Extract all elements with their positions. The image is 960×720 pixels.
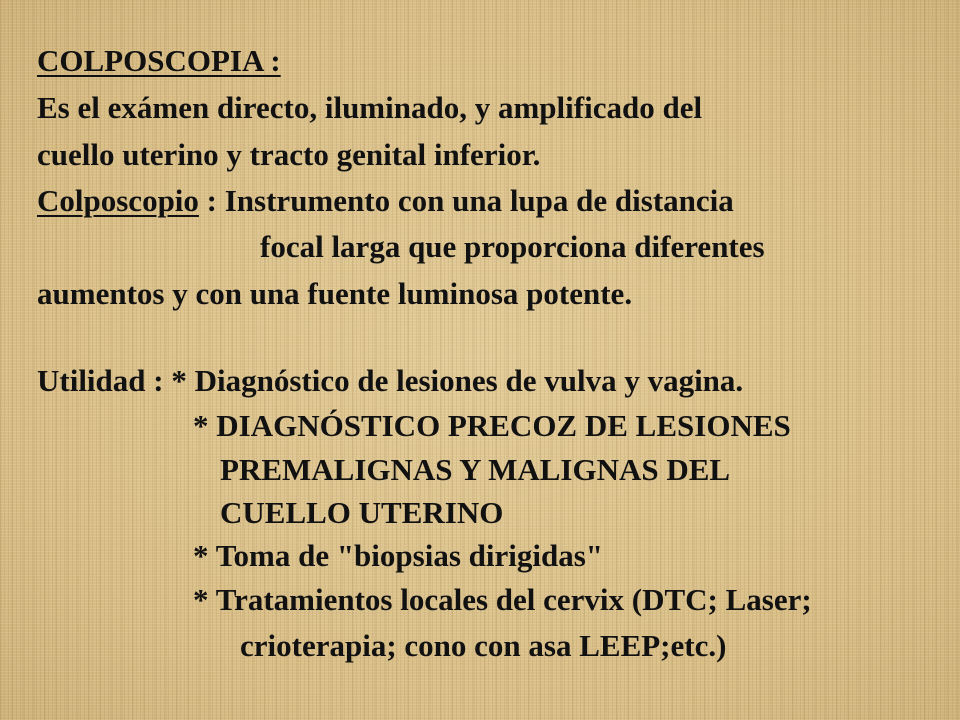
colposcopio-line-1 xyxy=(37,182,734,220)
definition-line-1: Es el exámen directo, iluminado, y amplificado del xyxy=(37,90,703,125)
colposcopio-line-3: aumentos y con una fuente luminosa potente. xyxy=(37,276,633,311)
utilidad-item-4-line-1: * Tratamientos locales del cervix (DTC; Laser; xyxy=(193,582,812,617)
slide-title: COLPOSCOPIA : xyxy=(37,43,281,78)
colposcopio-term: Colposcopio xyxy=(37,183,199,218)
utilidad-item-2-line-2: PREMALIGNAS Y MALIGNAS DEL xyxy=(220,452,731,487)
colposcopio-definition: : Instrumento con una lupa de distancia xyxy=(198,183,734,218)
definition-line-2: cuello uterino y tracto genital inferior. xyxy=(37,137,541,172)
utilidad-line-1: Utilidad : * Diagnóstico de lesiones de vulva y vagina. xyxy=(37,363,744,398)
utilidad-item-3: * Toma de "biopsias dirigidas" xyxy=(193,538,603,573)
colposcopio-line-2: focal larga que proporciona diferentes xyxy=(260,229,765,264)
utilidad-item-4-line-2: crioterapia; cono con asa LEEP;etc.) xyxy=(240,628,727,663)
utilidad-item-2-line-1: * DIAGNÓSTICO PRECOZ DE LESIONES xyxy=(193,408,791,443)
utilidad-item-2-line-3: CUELLO UTERINO xyxy=(220,495,504,530)
